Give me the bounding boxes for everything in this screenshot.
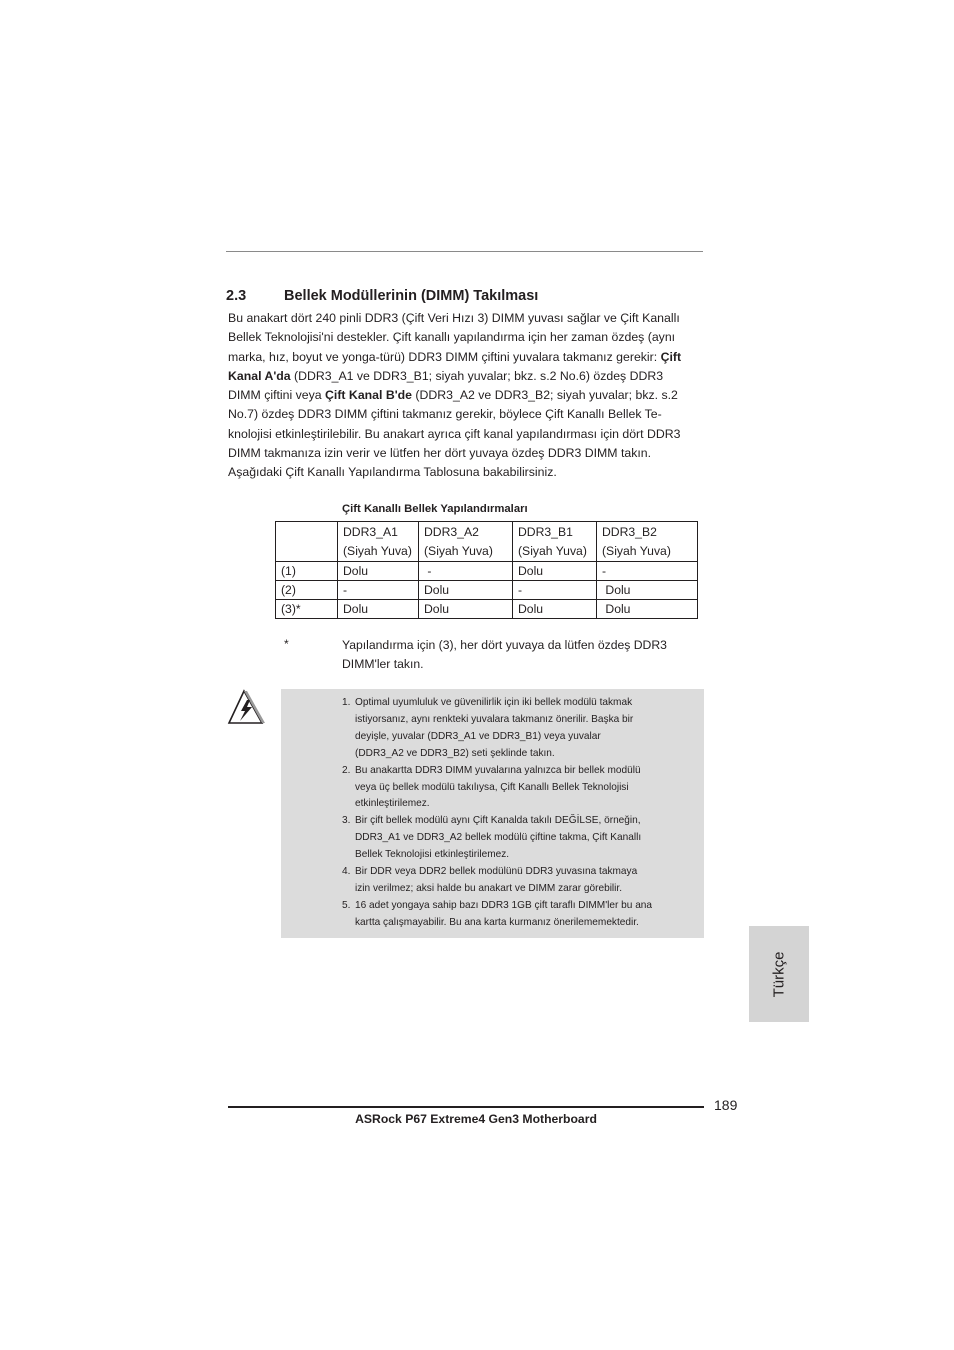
header-cell <box>276 522 338 562</box>
footer-divider <box>228 1106 704 1108</box>
footer-product-name: ASRock P67 Extreme4 Gen3 Motherboard <box>355 1112 597 1126</box>
table-cell: (3)* <box>276 600 338 619</box>
footnote-text: Yapılandırma için (3), her dört yuvaya da lütfen özdeş DDR3 DIMM'ler takın. <box>342 638 667 672</box>
section-heading <box>226 288 706 304</box>
body-run: DIMM takmanıza izin verir ve lütfen her dört yuvaya özdeş DDR3 DIMM takın. <box>228 446 652 461</box>
note-line: Bellek Teknolojisi etkinleştirilemez. <box>355 849 510 861</box>
note-line: DDR3_A1 ve DDR3_A2 bellek modülü çiftine takma, Çift Kanallı <box>355 832 642 844</box>
body-bold-run: Çift Kanal B'de <box>325 388 412 403</box>
body-run: Bellek Teknolojisi'ni destekler. Çift kanallı yapılandırma için her zaman özdeş (aynı <box>228 330 676 345</box>
table-header-row <box>276 522 698 562</box>
note-number: 2. <box>342 764 351 776</box>
table-cell: Dolu <box>419 581 513 600</box>
body-bold-run: Kanal A'da <box>228 368 291 383</box>
warning-triangle-lightning-icon <box>226 687 266 727</box>
note-item <box>342 898 702 932</box>
body-bold-run: Çift <box>660 349 682 364</box>
body-run: (DDR3_A2 ve DDR3_B2; siyah yuvalar; bkz. s.2 <box>412 388 678 403</box>
table-cell: - <box>513 581 597 600</box>
body-line <box>228 348 704 367</box>
note-item <box>342 864 702 898</box>
table-cell: - <box>597 562 698 581</box>
table-cell: Dolu <box>597 581 698 600</box>
header-cell: DDR3_B2 (Siyah Yuva) <box>597 522 698 562</box>
note-line: deyişle, yuvalar (DDR3_A1 ve DDR3_B1) veya yuvalar <box>355 730 601 742</box>
body-run: (DDR3_A1 ve DDR3_B1; siyah yuvalar; bkz. s.2 No.6) özdeş DDR3 <box>290 368 664 383</box>
note-line: (DDR3_A2 ve DDR3_B2) seti şeklinde takın. <box>355 747 555 759</box>
dual-channel-config-table <box>275 521 698 619</box>
language-tab-label: Türkçe <box>770 951 788 997</box>
table-cell: (1) <box>276 562 338 581</box>
note-line: Bir DDR veya DDR2 bellek modülünü DDR3 yuvasına takmaya <box>355 866 638 878</box>
header-cell: DDR3_A2 (Siyah Yuva) <box>419 522 513 562</box>
body-line <box>228 444 704 463</box>
table-cell: (2) <box>276 581 338 600</box>
body-run: No.7) özdeş DDR3 DIMM çiftini takmanız gerekir, böylece Çift Kanallı Bellek Te- <box>228 407 662 422</box>
table-cell: Dolu <box>338 562 419 581</box>
table-cell: Dolu <box>419 600 513 619</box>
body-run: marka, hız, boyut ve yonga-türü) DDR3 DIMM çiftini yuvalara takmanız gerekir: <box>228 349 661 364</box>
note-item <box>342 695 702 763</box>
body-run: Bu anakart dört 240 pinli DDR3 (Çift Veri Hızı 3) DIMM yuvası sağlar ve Çift Kanallı <box>228 311 680 325</box>
note-line: veya üç bellek modülü takılıysa, Çift Kanallı Bellek Teknolojisi <box>355 781 629 793</box>
table-cell: Dolu <box>597 600 698 619</box>
note-line: Optimal uyumluluk ve güvenilirlik için iki bellek modülü takmak <box>355 697 633 708</box>
table-cell: Dolu <box>513 562 597 581</box>
note-line: Bu anakartta DDR3 DIMM yuvalarına yalnızca bir bellek modülü <box>355 764 641 776</box>
table-title: Çift Kanallı Bellek Yapılandırmaları <box>342 503 528 515</box>
body-paragraph <box>228 309 704 483</box>
table-cell: - <box>419 562 513 581</box>
note-line: etkinleştirilemez. <box>355 798 430 810</box>
body-run: knolojisi etkinleştirilebilir. Bu anakart ayrıca çift kanal yapılandırması için dört DDR3 <box>228 426 681 441</box>
note-line: izin verilmez; aksi halde bu anakart ve DIMM zarar görebilir. <box>355 882 623 894</box>
table-cell: Dolu <box>338 600 419 619</box>
table-row <box>276 581 698 600</box>
header-cell: DDR3_A1 (Siyah Yuva) <box>338 522 419 562</box>
table-row <box>276 562 698 581</box>
body-line <box>228 386 704 405</box>
table-row <box>276 600 698 619</box>
body-line <box>228 309 704 328</box>
body-run: DIMM çiftini veya <box>228 388 326 403</box>
note-number: 4. <box>342 866 351 878</box>
top-divider <box>226 251 703 252</box>
table-cell: - <box>338 581 419 600</box>
body-line <box>228 367 704 386</box>
note-line: kartta çalışmayabilir. Bu ana karta kurmanız önerilememektedir. <box>355 916 639 928</box>
note-line: Bir çift bellek modülü aynı Çift Kanalda takılı DEĞİLSE, örneğin, <box>355 815 641 827</box>
note-line: istiyorsanız, aynı renkteki yuvalara takmanız önerilir. Başka bir <box>355 713 634 725</box>
note-number: 5. <box>342 899 351 911</box>
body-line <box>228 425 704 444</box>
body-run: Aşağıdaki Çift Kanallı Yapılandırma Tablosuna bakabilirsiniz. <box>228 465 557 480</box>
body-line <box>228 405 704 424</box>
note-item <box>342 813 702 864</box>
section-title: Bellek Modüllerinin (DIMM) Takılması <box>284 288 539 304</box>
note-line: 16 adet yongaya sahip bazı DDR3 1GB çift taraflı DIMM'ler bu ana <box>355 899 653 911</box>
note-number: 1. <box>342 697 351 708</box>
footnote-marker: * <box>284 637 289 651</box>
section-number: 2.3 <box>226 288 247 304</box>
page-number: 189 <box>714 1097 738 1113</box>
note-item <box>342 763 702 814</box>
body-line <box>228 463 704 482</box>
table-cell: Dolu <box>513 600 597 619</box>
note-number: 3. <box>342 815 351 827</box>
notes-list <box>342 695 702 932</box>
body-line <box>228 328 704 347</box>
header-cell: DDR3_B1 (Siyah Yuva) <box>513 522 597 562</box>
